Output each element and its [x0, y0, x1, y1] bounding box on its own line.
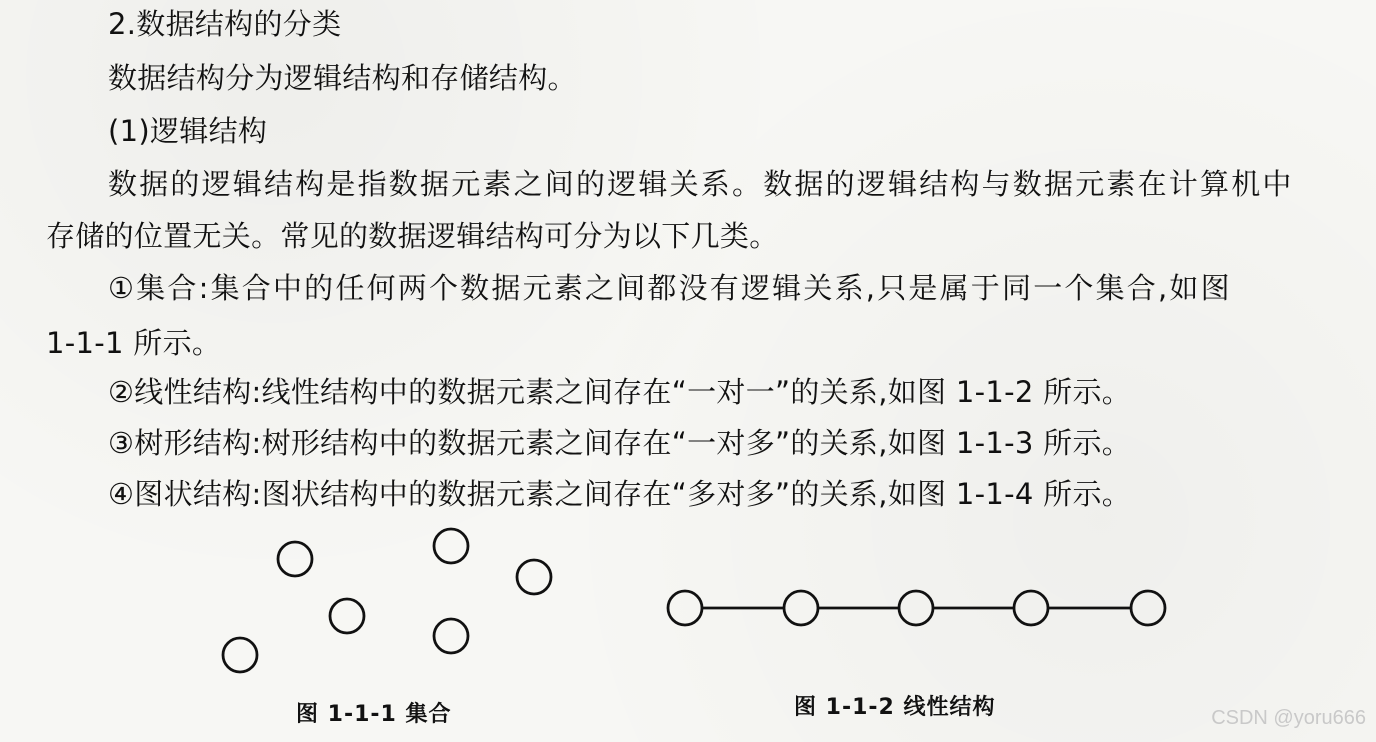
linear-node-3 [899, 591, 933, 625]
linear-node-1 [668, 591, 702, 625]
paragraph-line-1: 数据的逻辑结构是指数据元素之间的逻辑关系。数据的逻辑结构与数据元素在计算机中 [108, 167, 1294, 201]
list-item-set-line-1: ①集合:集合中的任何两个数据元素之间都没有逻辑关系,只是属于同一个集合,如图 [108, 271, 1232, 305]
set-node-2 [434, 529, 468, 563]
linear-node-2 [784, 591, 818, 625]
figure-caption-linear: 图 1-1-2 线性结构 [794, 695, 996, 720]
linear-node-5 [1131, 591, 1165, 625]
subsection-heading: (1)逻辑结构 [108, 114, 268, 148]
intro-paragraph: 数据结构分为逻辑结构和存储结构。 [108, 61, 577, 95]
set-node-4 [330, 599, 364, 633]
list-item-tree: ③树形结构:树形结构中的数据元素之间存在“一对多”的关系,如图 1-1-3 所示。 [108, 426, 1132, 460]
watermark: CSDN @yoru666 [1211, 707, 1366, 729]
linear-node-4 [1014, 591, 1048, 625]
section-heading: 2.数据结构的分类 [108, 7, 342, 41]
list-item-graph: ④图状结构:图状结构中的数据元素之间存在“多对多”的关系,如图 1-1-4 所示。 [108, 477, 1132, 511]
paragraph-line-2: 存储的位置无关。常见的数据逻辑结构可分为以下几类。 [46, 219, 779, 253]
set-node-1 [278, 542, 312, 576]
list-item-set-line-2: 1-1-1 所示。 [46, 326, 222, 360]
set-node-5 [434, 619, 468, 653]
figure-caption-set: 图 1-1-1 集合 [296, 702, 452, 727]
set-node-3 [517, 560, 551, 594]
list-item-linear: ②线性结构:线性结构中的数据元素之间存在“一对一”的关系,如图 1-1-2 所示。 [108, 375, 1132, 409]
set-node-6 [223, 638, 257, 672]
